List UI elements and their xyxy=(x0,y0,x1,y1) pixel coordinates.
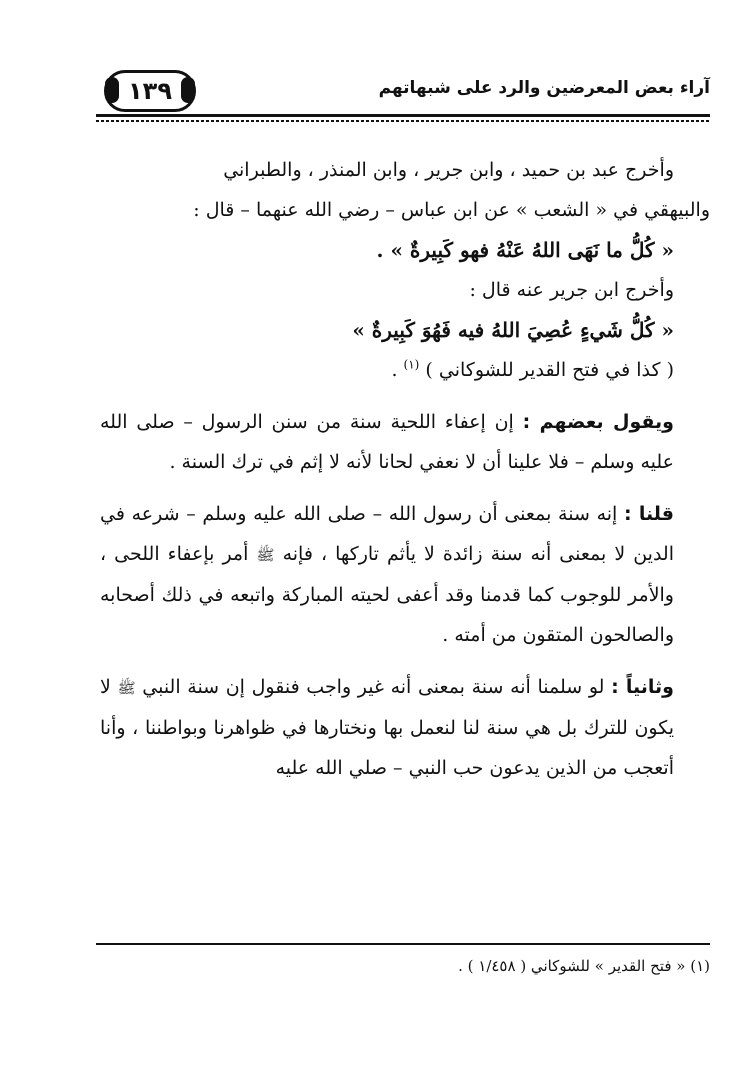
paragraph-text: إن إعفاء اللحية سنة من سنن الرسول – صلى الله عليه وسلم – فلا علينا أن لا نعفي لحانا لأنه لا إثم في ترك السنة . xyxy=(100,411,674,473)
paragraph-narration-2: وأخرج ابن جرير عنه قال : xyxy=(469,279,674,301)
paragraph-text: لا يكون للترك بل هي سنة لنا لنعمل بها ونختارها في ظواهرنا وبواطننا ، وأنا أتعجب من الذين يدعون حب النبي – صلي الله عليه xyxy=(100,676,674,779)
footnote-separator xyxy=(96,943,710,945)
paragraph-text: إنه سنة بمعنى أن رسول الله – صلى الله عليه وسلم – شرعه في الدين لا بمعنى أنه سنة زائدة لا يأثم تاركها ، فإنه xyxy=(100,503,674,565)
header-rule xyxy=(96,114,710,117)
paragraph-lead: وثانياً : xyxy=(611,676,674,698)
header-rule-dotted xyxy=(96,120,710,122)
paragraph-lead: ويقول بعضهم : xyxy=(522,411,674,433)
source-citation xyxy=(100,350,710,390)
paragraph-lead: قلنا : xyxy=(624,503,675,525)
pbuh-ligature: ﷺ xyxy=(117,679,136,697)
page-number: ١٣٩ xyxy=(128,77,172,105)
footnote-reference: (١) xyxy=(403,357,420,372)
pbuh-ligature: ﷺ xyxy=(256,546,275,564)
hadith-quote-2: « كُلُّ شَيءٍ عُصِيَ اللهُ فيه فَهُوَ كَبِيرةٌ » xyxy=(352,318,674,342)
footnote: (١) « فتح القدير » للشوكاني ( ١/٤٥٨ ) . xyxy=(458,957,710,975)
paragraph-text: أمر بإعفاء اللحى ، والأمر للوجوب كما قدمنا وقد أعفى لحيته المباركة واتبعه في ذلك أصحابه والصالحون المتقون من أمته . xyxy=(100,543,674,646)
source-citation-end: . xyxy=(391,359,404,381)
paragraph-objection xyxy=(100,402,710,482)
paragraph-second-reply xyxy=(100,667,710,788)
page-number-frame xyxy=(104,70,196,112)
hadith-quote-1: « كُلُّ ما نَهَى اللهُ عَنْهُ فهو كَبِيرةٌ » . xyxy=(376,238,674,262)
paragraph-text: لو سلمنا أنه سنة بمعنى أنه غير واجب فنقول إن سنة النبي xyxy=(135,676,612,698)
page-body xyxy=(100,150,710,788)
page-header xyxy=(96,64,710,128)
source-citation-text: ( كذا في فتح القدير للشوكاني ) xyxy=(425,359,674,381)
paragraph-narration-line2: والبيهقي في « الشعب » عن ابن عباس – رضي الله عنهما – قال : xyxy=(193,199,710,221)
paragraph-narration-line1: وأخرج عبد بن حميد ، وابن جرير ، وابن المنذر ، والطبراني xyxy=(223,159,674,181)
paragraph-reply xyxy=(100,494,710,655)
running-title: آراء بعض المعرضين والرد على شبهاتهم xyxy=(378,78,710,98)
